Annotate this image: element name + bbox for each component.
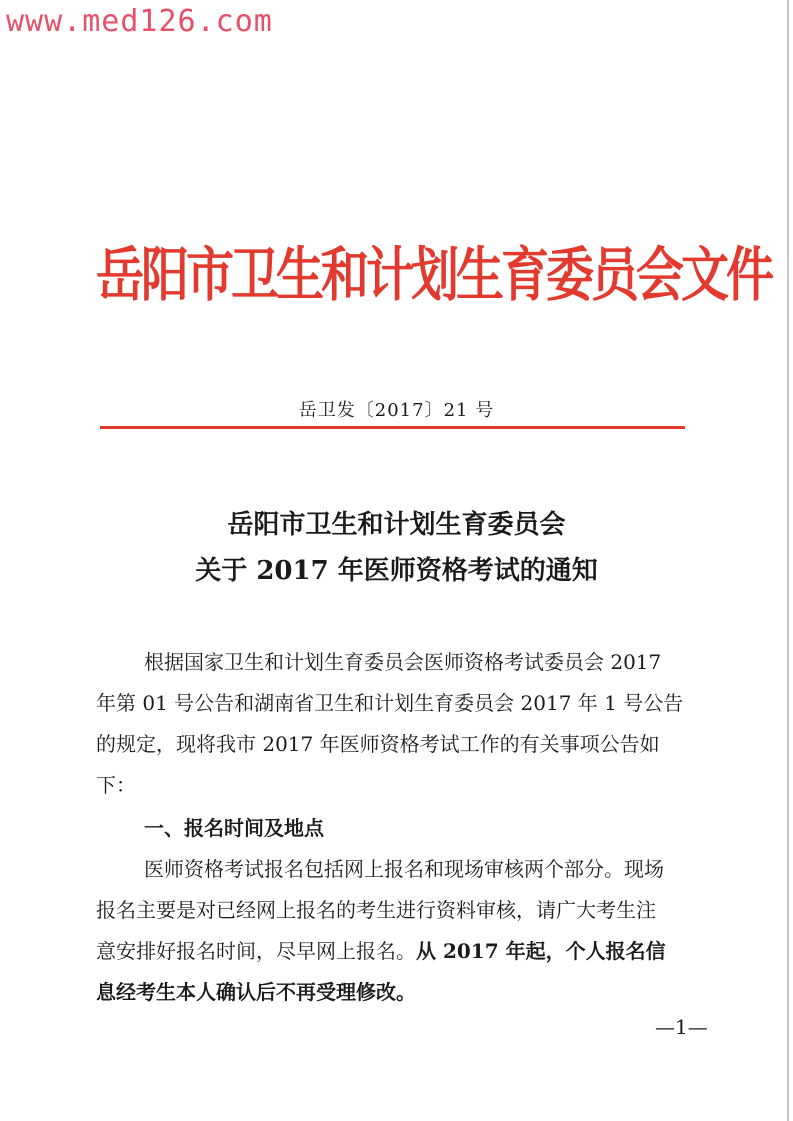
notice-title-line-1: 岳阳市卫生和计划生育委员会	[227, 510, 566, 540]
section-1-heading: 一、报名时间及地点	[144, 816, 324, 840]
paragraph-2-line-3	[96, 935, 666, 964]
paragraph-1-line-1: 根据国家卫生和计划生育委员会医师资格考试委员会 2017	[144, 650, 662, 674]
paragraph-2-line-1: 医师资格考试报名包括网上报名和现场审核两个部分。现场	[144, 857, 664, 881]
red-divider-line	[100, 426, 685, 429]
paragraph-2-line-2: 报名主要是对已经网上报名的考生进行资料审核，请广大考生注	[96, 898, 656, 922]
paragraph-1-line-3: 的规定，现将我市 2017 年医师资格考试工作的有关事项公告如	[96, 732, 660, 756]
watermark-url: www.med126.com	[6, 4, 273, 39]
paragraph-2-line-4: 息经考生本人确认后不再受理修改。	[96, 980, 416, 1004]
paragraph-2-line-3-normal: 意安排好报名时间，尽早网上报名。	[96, 939, 416, 963]
paragraph-1-line-4: 下：	[96, 773, 136, 797]
paragraph-1-line-2: 年第 01 号公告和湖南省卫生和计划生育委员会 2017 年 1 号公告	[96, 691, 684, 715]
masthead-title: 岳阳市卫生和计划生育委员会文件	[96, 241, 772, 310]
notice-title-line-2: 关于 2017 年医师资格考试的通知	[195, 556, 598, 586]
page-number: —1—	[655, 1015, 708, 1039]
paragraph-2-line-3-bold: 从 2017 年起，个人报名信	[416, 939, 666, 963]
document-number: 岳卫发〔2017〕21 号	[298, 400, 495, 421]
